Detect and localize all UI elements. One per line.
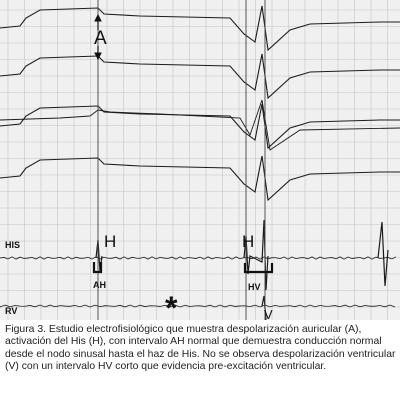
ah-interval-label: AH bbox=[93, 280, 106, 290]
his-label-first: H bbox=[104, 232, 117, 251]
hv-interval-label: HV bbox=[248, 282, 261, 292]
his-channel-label: HIS bbox=[5, 240, 21, 250]
his-label-second: H bbox=[242, 232, 255, 251]
asterisk-marker: * bbox=[165, 290, 178, 326]
figure-caption: Figura 3. Estudio electrofisiológico que muestra despolarización auricular (A), activación del His (H), con intervalo AH normal que demuestra conducción normal desde el nodo sinusal hasta el haz de His. No se observa despolarización ventricular (V) con un intervalo HV corto que evidencia pre-excitación ventricular. bbox=[5, 324, 396, 372]
rv-channel-label: RV bbox=[5, 306, 18, 316]
ventricular-label: V bbox=[264, 307, 273, 322]
atrial-label: A bbox=[94, 28, 107, 49]
